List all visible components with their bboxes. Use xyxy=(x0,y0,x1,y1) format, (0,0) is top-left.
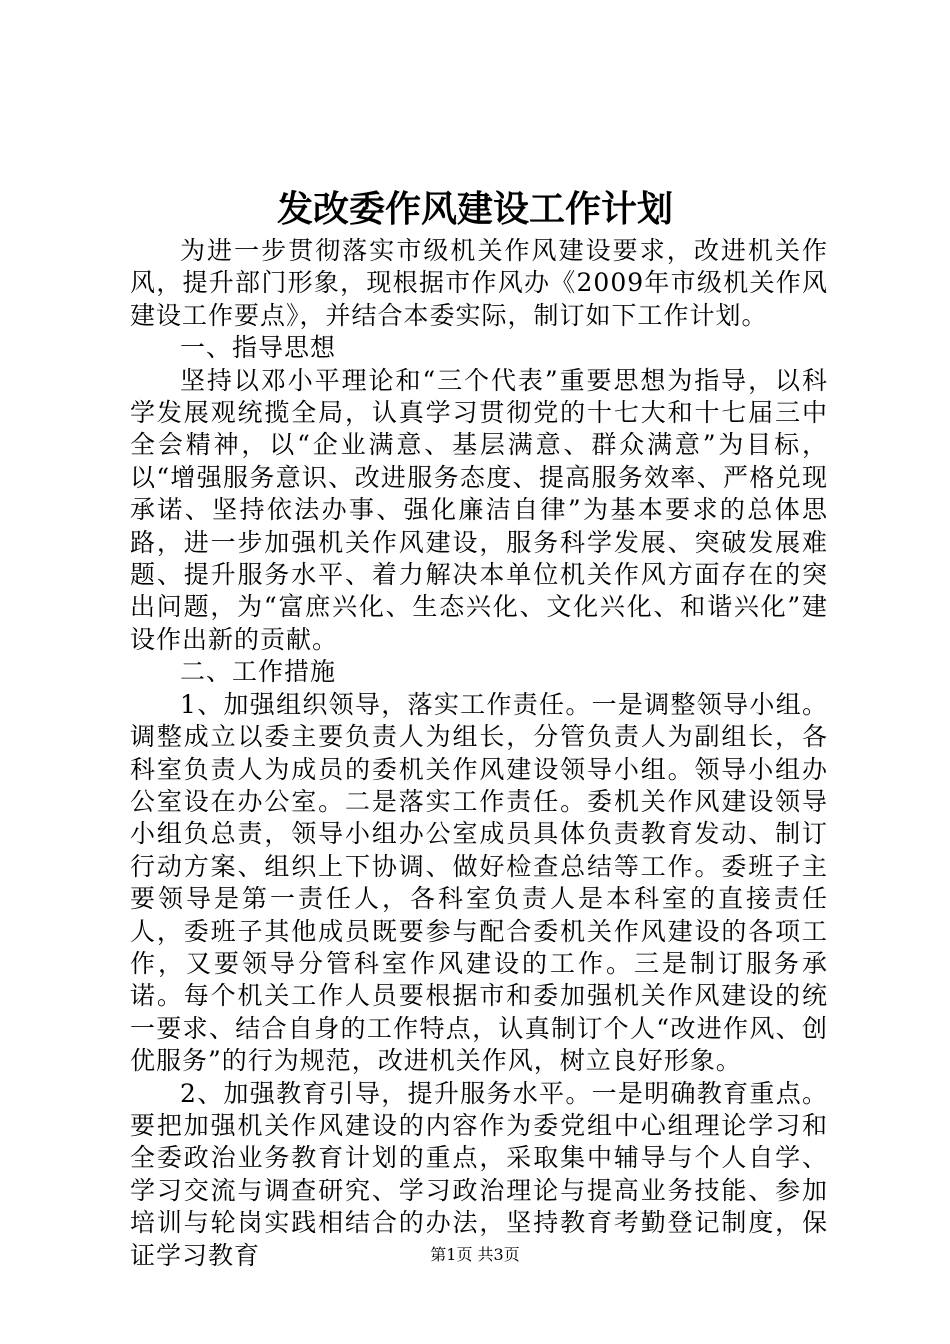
section-heading-guiding-thought: 一、指导思想 xyxy=(180,333,337,363)
section-heading-work-measures: 二、工作措施 xyxy=(180,657,337,687)
guiding-thought-paragraph: 坚持以邓小平理论和“三个代表”重要思想为指导，以科学发展观统揽全局，认真学习贯彻党的十七大和十七届三中全会精神，以“企业满意、基层满意、群众满意”为目标，以“增强服务意识、改进服务态度、提高服务效率、严格兑现承诺、坚持依法办事、强化廉洁自律”为基本要求的总体思路，进一步加强机关作风建设，服务科学发展、突破发展难题、提升服务水平、着力解决本单位机关作风方面存在的突出问题，为“富庶兴化、生态兴化、文化兴化、和谐兴化”建设作出新的贡献。 xyxy=(130,365,828,654)
measure-2-paragraph: 2、加强教育引导，提升服务水平。一是明确教育重点。要把加强机关作风建设的内容作为委党组中心组理论学习和全委政治业务教育计划的重点，采取集中辅导与个人自学、学习交流与调查研究、学习政治理论与提高业务技能、参加培训与轮岗实践相结合的办法，坚持教育考勤登记制度，保证学习教育 xyxy=(130,1078,828,1270)
page-footer: 第1页 共3页 xyxy=(430,1245,520,1264)
measure-1-paragraph: 1、加强组织领导，落实工作责任。一是调整领导小组。调整成立以委主要负责人为组长，分管负责人为副组长，各科室负责人为成员的委机关作风建设领导小组。领导小组办公室设在办公室。二是落实工作责任。委机关作风建设领导小组负总责，领导小组办公室成员具体负责教育发动、制订行动方案、组织上下协调、做好检查总结等工作。委班子主要领导是第一责任人，各科室负责人是本科室的直接责任人，委班子其他成员既要参与配合委机关作风建设的各项工作，又要领导分管科室作风建设的工作。三是制订服务承诺。每个机关工作人员要根据市和委加强机关作风建设的统一要求、结合自身的工作特点，认真制订个人“改进作风、创优服务”的行为规范，改进机关作风，树立良好形象。 xyxy=(130,689,828,1076)
intro-paragraph: 为进一步贯彻落实市级机关作风建设要求，改进机关作风，提升部门形象，现根据市作风办《2009年市级机关作风建设工作要点》，并结合本委实际，制订如下工作计划。 xyxy=(130,236,828,330)
document-title: 发改委作风建设工作计划 xyxy=(276,188,673,230)
document-body xyxy=(130,235,828,1272)
